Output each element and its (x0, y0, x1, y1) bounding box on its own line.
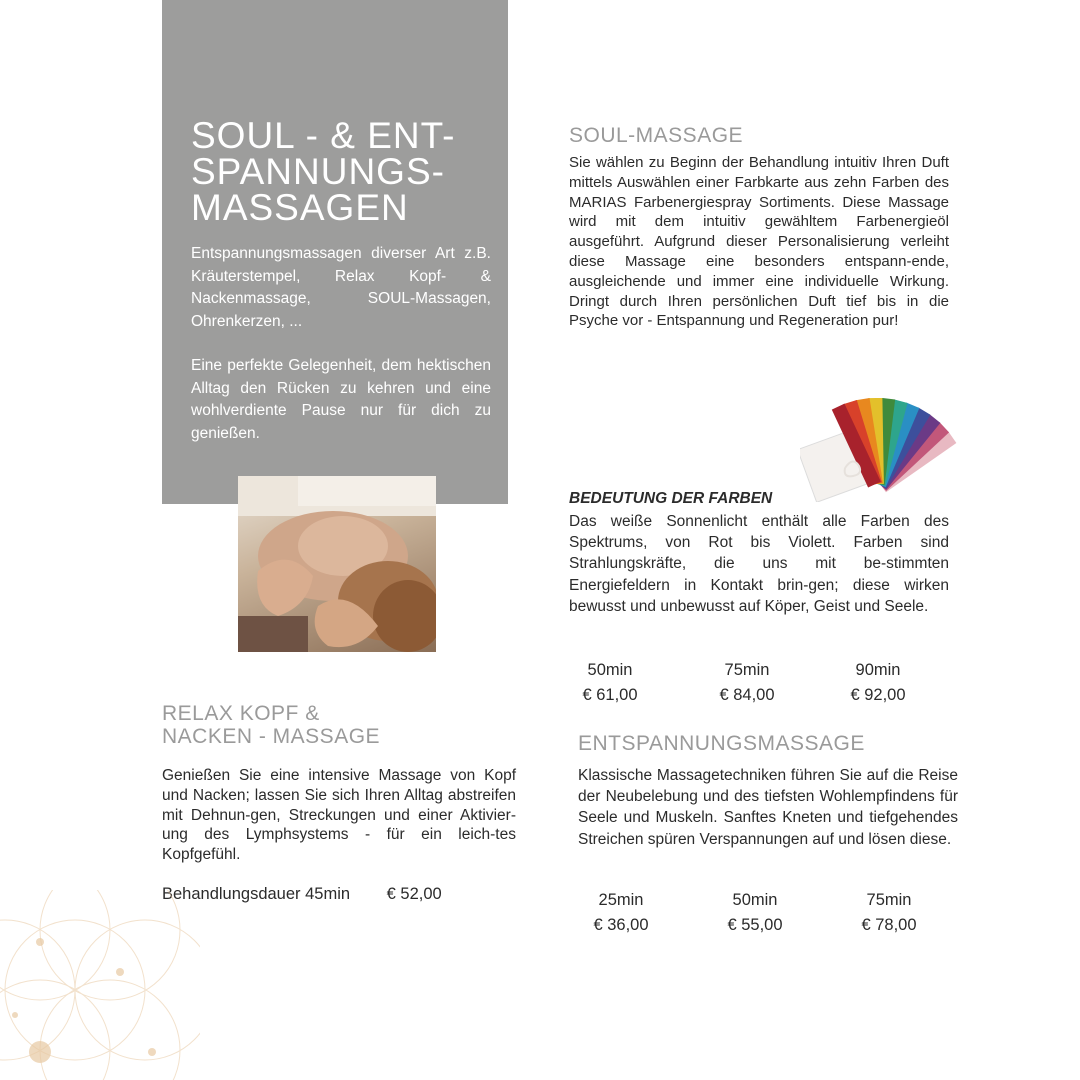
price-amount: € 36,00 (593, 916, 649, 934)
relax-section (162, 702, 516, 904)
colors-section (569, 490, 949, 617)
color-fan-illustration (800, 398, 960, 502)
relax-heading-line-2: NACKEN - MASSAGE (162, 725, 381, 748)
flower-dot (36, 938, 44, 946)
flower-ring (40, 980, 180, 1080)
relax-price: € 52,00 (386, 884, 442, 903)
entspannung-heading: ENTSPANNUNGSMASSAGE (578, 732, 865, 755)
price-duration: 50min (587, 661, 633, 679)
price-duration: 75min (724, 661, 770, 679)
soul-massage-section (569, 124, 949, 331)
entspannung-text: Klassische Massagetechniken führen Sie auf die Reise der Neubelebung und des tiefsten Wohlempfindens für Seele und Muskeln. Sanftes Kneten und tiefgehendes Streichen spüren Verspannungen auf und lösen diese. (578, 767, 958, 848)
price-amount: € 84,00 (719, 686, 775, 704)
hero-intro (191, 243, 491, 445)
price-amount: € 92,00 (850, 686, 906, 704)
price-duration: 50min (732, 891, 778, 909)
flower-ornament-dots (12, 938, 156, 1063)
flower-dot (116, 968, 124, 976)
colors-text: Das weiße Sonnenlicht enthält alle Farben des Spektrums, von Rot bis Violett. Farben sind Strahlungskräfte, die uns mit be-stimmten Energiefeldern in Kontakt brin-gen; diese wirken bewusst und unbewusst auf Köper, Geist und Seele. (569, 513, 949, 615)
hero-paragraph-2: Eine perfekte Gelegenheit, dem hektischen Alltag den Rücken zu kehren und eine wohlverdiente Pause nur für dich zu genießen. (191, 357, 491, 442)
entspannung-section (578, 732, 958, 850)
flower-dot (29, 1041, 51, 1063)
relax-heading (162, 702, 516, 748)
soul-price-50 (570, 658, 650, 708)
price-amount: € 61,00 (582, 686, 638, 704)
entspannung-price-50 (712, 888, 798, 938)
colors-heading: BEDEUTUNG DER FARBEN (569, 490, 773, 507)
price-duration: 25min (598, 891, 644, 909)
soul-price-90 (838, 658, 918, 708)
hero-paragraph-1: Entspannungsmassagen diverser Art z.B. Kräuterstempel, Relax Kopf- & Nackenmassage, SOUL-Massagen, Ohrenkerzen, ... (191, 245, 491, 330)
relax-text: Genießen Sie eine intensive Massage von Kopf und Nacken; lassen Sie sich Ihren Alltag abstreifen mit Dehnun-gen, Streckungen und einer Aktivier-ung des Lymphsystems - für ein leich-tes Kopfgefühl. (162, 767, 516, 864)
flower-dot (148, 1048, 156, 1056)
entspannung-price-25 (578, 888, 664, 938)
massage-photo (238, 476, 436, 652)
price-amount: € 78,00 (861, 916, 917, 934)
flower-dot (12, 1012, 18, 1018)
entspannung-price-75 (846, 888, 932, 938)
flower-ornament (0, 890, 200, 1080)
soul-price-75 (707, 658, 787, 708)
flower-ring (0, 980, 110, 1080)
price-duration: 75min (866, 891, 912, 909)
relax-heading-line-1: RELAX KOPF & (162, 702, 320, 725)
soul-massage-heading: SOUL-MASSAGE (569, 124, 744, 147)
relax-price-line (162, 885, 516, 904)
price-amount: € 55,00 (727, 916, 783, 934)
price-duration: 90min (855, 661, 901, 679)
flower-ring (0, 890, 110, 1000)
flower-ring (75, 920, 200, 1060)
hero-title: SOUL - & ENT- SPANNUNGS- MASSAGEN (191, 115, 456, 228)
massage-photo-illustration (238, 476, 436, 652)
relax-duration: Behandlungsdauer 45min (162, 884, 351, 903)
soul-massage-text: Sie wählen zu Beginn der Behandlung intuitiv Ihren Duft mittels Auswählen einer Farbkarte aus zehn Farben des MARIAS Farbenergiespray Sortiments. Diese Massage wird mit dem intuitiv gewähltem Farbenergieöl ausgeführt. Aufgrund dieser Personalisierung verleiht diese Massage eine besonders entspann-ende, ausgleichende und immer eine individuelle Wirkung. Dringt durch Ihren persönlichen Duft tief bis in die Psyche vor - Entspannung und Regeneration pur! (569, 154, 949, 330)
